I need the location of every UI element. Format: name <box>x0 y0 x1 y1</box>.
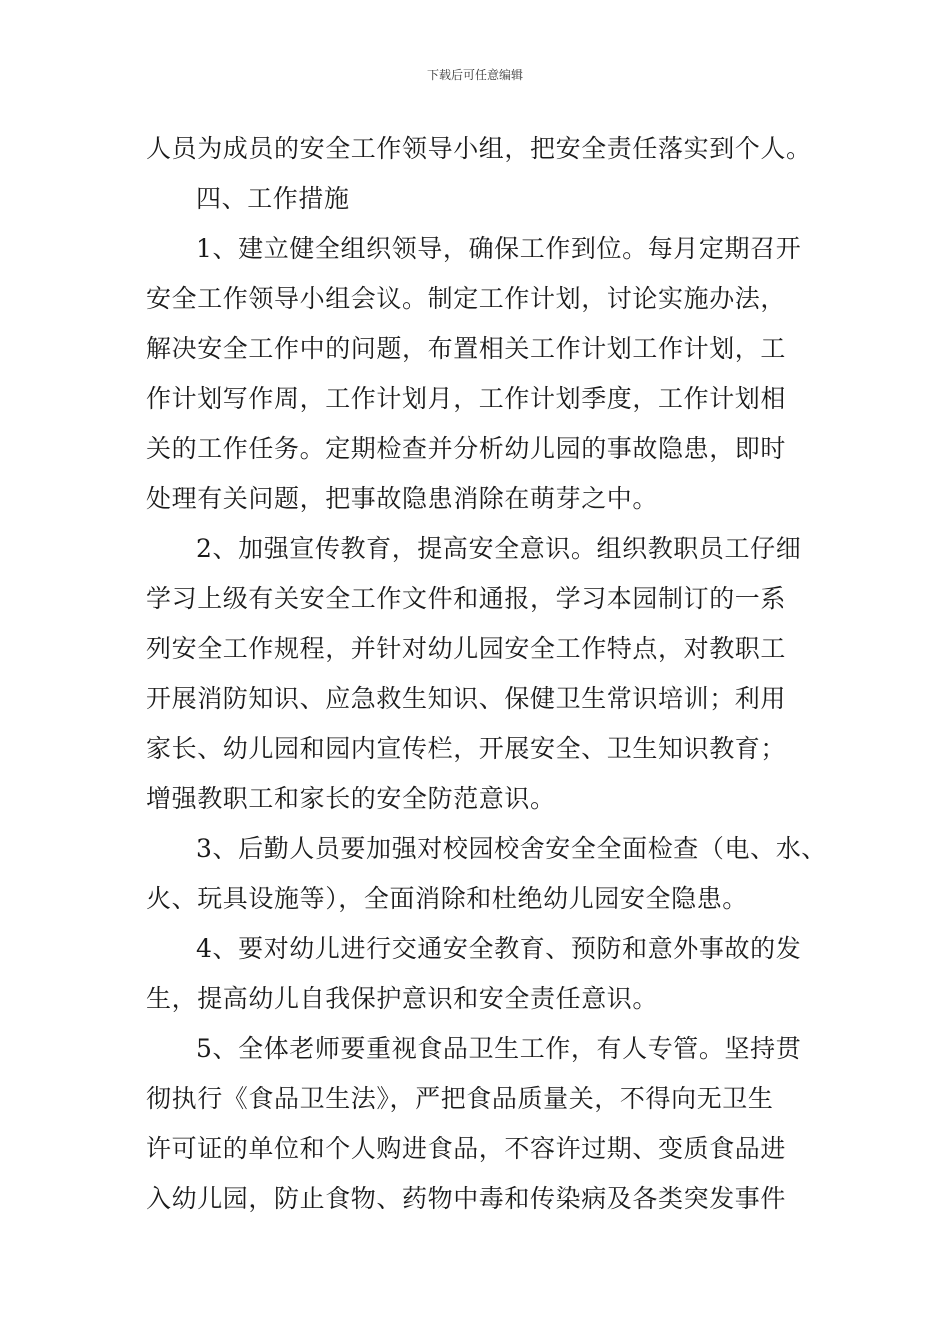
text-line: 安全工作领导小组会议。制定工作计划，讨论实施办法， <box>146 284 787 313</box>
page-header: 下载后可任意编辑 <box>426 68 523 82</box>
text-line: 入幼儿园，防止食物、药物中毒和传染病及各类突发事件 <box>146 1184 787 1213</box>
text-line: 2、加强宣传教育，提高安全意识。组织教职员工仔细 <box>196 534 802 563</box>
text-line: 关的工作任务。定期检查并分析幼儿园的事故隐患，即时 <box>146 434 787 463</box>
text-line: 解决安全工作中的问题，布置相关工作计划工作计划，工 <box>146 334 787 363</box>
text-line: 家长、幼儿园和园内宣传栏，开展安全、卫生知识教育； <box>146 734 787 763</box>
text-line: 彻执行《食品卫生法》，严把食品质量关，不得向无卫生 <box>146 1084 774 1113</box>
text-line: 增强教职工和家长的安全防范意识。 <box>146 784 556 813</box>
section-heading: 四、工作措施 <box>196 184 350 213</box>
text-line: 3、后勤人员要加强对校园校舍安全全面检查（电、水、 <box>196 834 827 863</box>
text-line: 学习上级有关安全工作文件和通报，学习本园制订的一系 <box>146 584 787 613</box>
text-line: 许可证的单位和个人购进食品，不容许过期、变质食品进 <box>146 1134 787 1163</box>
text-line: 人员为成员的安全工作领导小组，把安全责任落实到个人。 <box>146 134 812 163</box>
text-line: 1、建立健全组织领导，确保工作到位。每月定期召开 <box>196 234 802 263</box>
document-body <box>146 124 826 1224</box>
text-line: 生，提高幼儿自我保护意识和安全责任意识。 <box>146 984 659 1013</box>
text-line: 5、全体老师要重视食品卫生工作，有人专管。坚持贯 <box>196 1034 802 1063</box>
text-line: 作计划写作周，工作计划月，工作计划季度，工作计划相 <box>146 384 787 413</box>
text-line: 处理有关问题，把事故隐患消除在萌芽之中。 <box>146 484 659 513</box>
text-line: 开展消防知识、应急救生知识、保健卫生常识培训；利用 <box>146 684 787 713</box>
text-line: 4、要对幼儿进行交通安全教育、预防和意外事故的发 <box>196 934 802 963</box>
text-line: 火、玩具设施等），全面消除和杜绝幼儿园安全隐患。 <box>146 884 748 913</box>
text-line: 列安全工作规程，并针对幼儿园安全工作特点，对教职工 <box>146 634 787 663</box>
